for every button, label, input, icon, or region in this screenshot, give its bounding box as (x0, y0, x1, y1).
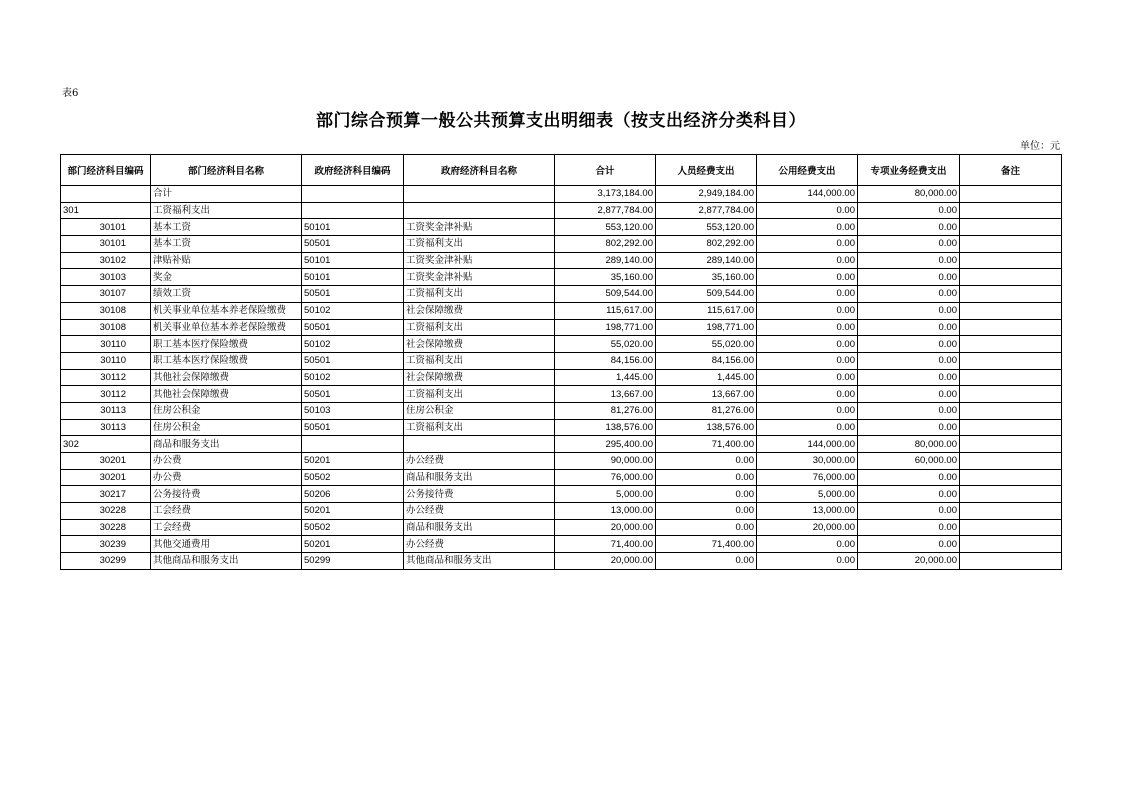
cell-gov-name: 办公经费 (404, 453, 555, 470)
cell-personnel: 115,617.00 (656, 302, 757, 319)
cell-dept-name: 其他交通费用 (151, 536, 302, 553)
cell-total: 553,120.00 (555, 219, 656, 236)
unit-label: 单位：元 (1020, 141, 1060, 152)
cell-dept-code: 30228 (61, 503, 151, 520)
cell-public: 0.00 (757, 202, 858, 219)
table-row (61, 503, 1062, 520)
table-body (61, 186, 1062, 570)
cell-gov-name: 公务接待费 (404, 486, 555, 503)
cell-public: 30,000.00 (757, 453, 858, 470)
cell-special: 0.00 (858, 319, 960, 336)
cell-dept-name: 住房公积金 (151, 419, 302, 436)
cell-gov-code: 50501 (302, 352, 404, 369)
cell-note (960, 336, 1062, 353)
cell-gov-name: 工资福利支出 (404, 419, 555, 436)
col-header-personnel: 人员经费支出 (656, 155, 757, 186)
cell-gov-name: 工资奖金津补贴 (404, 269, 555, 286)
cell-note (960, 553, 1062, 570)
cell-dept-name: 基本工资 (151, 236, 302, 253)
cell-gov-code: 50102 (302, 302, 404, 319)
table-row (61, 469, 1062, 486)
cell-dept-name: 工会经费 (151, 503, 302, 520)
cell-public: 0.00 (757, 236, 858, 253)
col-header-public: 公用经费支出 (757, 155, 858, 186)
cell-note (960, 286, 1062, 303)
cell-gov-name (404, 436, 555, 453)
cell-total: 2,877,784.00 (555, 202, 656, 219)
cell-dept-name: 其他社会保障缴费 (151, 386, 302, 403)
cell-total: 84,156.00 (555, 352, 656, 369)
cell-public: 144,000.00 (757, 436, 858, 453)
table-row (61, 402, 1062, 419)
cell-gov-code: 50101 (302, 269, 404, 286)
cell-gov-code: 50206 (302, 486, 404, 503)
cell-dept-name: 工会经费 (151, 519, 302, 536)
cell-dept-code: 30110 (61, 352, 151, 369)
table-row (61, 252, 1062, 269)
cell-dept-name: 其他商品和服务支出 (151, 553, 302, 570)
cell-personnel: 802,292.00 (656, 236, 757, 253)
cell-personnel: 289,140.00 (656, 252, 757, 269)
cell-gov-name: 工资福利支出 (404, 352, 555, 369)
cell-personnel: 2,877,784.00 (656, 202, 757, 219)
cell-personnel: 0.00 (656, 503, 757, 520)
table-row (61, 536, 1062, 553)
cell-total: 20,000.00 (555, 519, 656, 536)
cell-gov-code: 50201 (302, 536, 404, 553)
cell-public: 0.00 (757, 352, 858, 369)
cell-note (960, 386, 1062, 403)
cell-gov-name: 社会保障缴费 (404, 369, 555, 386)
cell-total: 802,292.00 (555, 236, 656, 253)
cell-total: 76,000.00 (555, 469, 656, 486)
col-header-note: 备注 (960, 155, 1062, 186)
cell-special: 0.00 (858, 236, 960, 253)
cell-personnel: 71,400.00 (656, 536, 757, 553)
cell-note (960, 252, 1062, 269)
table-row (61, 486, 1062, 503)
cell-note (960, 469, 1062, 486)
cell-special: 0.00 (858, 402, 960, 419)
cell-gov-name: 工资福利支出 (404, 386, 555, 403)
cell-dept-name: 津贴补贴 (151, 252, 302, 269)
cell-gov-code: 50501 (302, 286, 404, 303)
expenditure-table (60, 154, 1062, 570)
cell-dept-code: 30239 (61, 536, 151, 553)
cell-note (960, 486, 1062, 503)
cell-gov-name: 工资奖金津补贴 (404, 219, 555, 236)
cell-personnel: 35,160.00 (656, 269, 757, 286)
cell-special: 0.00 (858, 503, 960, 520)
cell-special: 0.00 (858, 536, 960, 553)
cell-public: 0.00 (757, 402, 858, 419)
cell-special: 0.00 (858, 252, 960, 269)
cell-dept-code: 30101 (61, 219, 151, 236)
page-title: 部门综合预算一般公共预算支出明细表（按支出经济分类科目） (316, 111, 806, 131)
cell-gov-code: 50101 (302, 219, 404, 236)
cell-public: 144,000.00 (757, 186, 858, 203)
cell-dept-name: 工资福利支出 (151, 202, 302, 219)
cell-special: 0.00 (858, 286, 960, 303)
cell-special: 80,000.00 (858, 186, 960, 203)
cell-dept-code: 30217 (61, 486, 151, 503)
cell-special: 60,000.00 (858, 453, 960, 470)
cell-personnel: 1,445.00 (656, 369, 757, 386)
cell-gov-name: 工资福利支出 (404, 319, 555, 336)
cell-special: 20,000.00 (858, 553, 960, 570)
cell-public: 76,000.00 (757, 469, 858, 486)
cell-public: 0.00 (757, 219, 858, 236)
table-row (61, 352, 1062, 369)
cell-personnel: 84,156.00 (656, 352, 757, 369)
cell-special: 0.00 (858, 302, 960, 319)
table-row (61, 369, 1062, 386)
cell-note (960, 219, 1062, 236)
cell-dept-code: 30103 (61, 269, 151, 286)
cell-total: 20,000.00 (555, 553, 656, 570)
cell-gov-code: 50502 (302, 519, 404, 536)
cell-dept-code: 30112 (61, 369, 151, 386)
cell-personnel: 2,949,184.00 (656, 186, 757, 203)
cell-note (960, 536, 1062, 553)
cell-total: 55,020.00 (555, 336, 656, 353)
cell-dept-name: 合计 (151, 186, 302, 203)
cell-total: 289,140.00 (555, 252, 656, 269)
cell-total: 295,400.00 (555, 436, 656, 453)
cell-dept-code: 30228 (61, 519, 151, 536)
table-row (61, 286, 1062, 303)
cell-note (960, 269, 1062, 286)
cell-special: 0.00 (858, 219, 960, 236)
cell-special: 0.00 (858, 369, 960, 386)
cell-note (960, 186, 1062, 203)
cell-dept-name: 机关事业单位基本养老保险缴费 (151, 319, 302, 336)
cell-total: 3,173,184.00 (555, 186, 656, 203)
table-row (61, 202, 1062, 219)
cell-personnel: 0.00 (656, 519, 757, 536)
cell-dept-code: 30110 (61, 336, 151, 353)
cell-dept-code: 30108 (61, 302, 151, 319)
cell-public: 0.00 (757, 553, 858, 570)
cell-dept-code: 30101 (61, 236, 151, 253)
cell-personnel: 0.00 (656, 469, 757, 486)
cell-dept-code: 30107 (61, 286, 151, 303)
table-row (61, 419, 1062, 436)
col-header-total: 合计 (555, 155, 656, 186)
cell-gov-name: 商品和服务支出 (404, 519, 555, 536)
cell-gov-name: 办公经费 (404, 503, 555, 520)
cell-total: 5,000.00 (555, 486, 656, 503)
cell-note (960, 503, 1062, 520)
cell-note (960, 202, 1062, 219)
cell-personnel: 81,276.00 (656, 402, 757, 419)
cell-gov-name: 社会保障缴费 (404, 302, 555, 319)
cell-total: 13,667.00 (555, 386, 656, 403)
cell-public: 20,000.00 (757, 519, 858, 536)
cell-public: 5,000.00 (757, 486, 858, 503)
cell-gov-code: 50101 (302, 252, 404, 269)
table-row (61, 519, 1062, 536)
table-header-row (61, 155, 1062, 186)
cell-public: 0.00 (757, 369, 858, 386)
cell-dept-code: 30112 (61, 386, 151, 403)
cell-note (960, 453, 1062, 470)
cell-note (960, 319, 1062, 336)
cell-dept-name: 基本工资 (151, 219, 302, 236)
cell-gov-code: 50102 (302, 336, 404, 353)
cell-note (960, 519, 1062, 536)
cell-gov-code: 50103 (302, 402, 404, 419)
cell-dept-code: 301 (61, 202, 151, 219)
cell-dept-code: 302 (61, 436, 151, 453)
cell-dept-name: 办公费 (151, 469, 302, 486)
cell-total: 509,544.00 (555, 286, 656, 303)
cell-note (960, 302, 1062, 319)
cell-gov-code: 50102 (302, 369, 404, 386)
cell-personnel: 0.00 (656, 486, 757, 503)
cell-dept-code: 30102 (61, 252, 151, 269)
cell-gov-code (302, 202, 404, 219)
cell-total: 71,400.00 (555, 536, 656, 553)
table-row (61, 553, 1062, 570)
cell-note (960, 236, 1062, 253)
cell-special: 0.00 (858, 486, 960, 503)
cell-gov-code: 50502 (302, 469, 404, 486)
cell-note (960, 369, 1062, 386)
cell-personnel: 0.00 (656, 553, 757, 570)
cell-personnel: 71,400.00 (656, 436, 757, 453)
table-row (61, 319, 1062, 336)
cell-dept-name: 奖金 (151, 269, 302, 286)
cell-gov-code: 50201 (302, 503, 404, 520)
cell-gov-name: 办公经费 (404, 536, 555, 553)
cell-personnel: 138,576.00 (656, 419, 757, 436)
cell-gov-name: 工资奖金津补贴 (404, 252, 555, 269)
table-row (61, 336, 1062, 353)
cell-personnel: 55,020.00 (656, 336, 757, 353)
cell-gov-code (302, 186, 404, 203)
col-header-dept-name: 部门经济科目名称 (151, 155, 302, 186)
cell-gov-name (404, 202, 555, 219)
cell-personnel: 198,771.00 (656, 319, 757, 336)
cell-total: 90,000.00 (555, 453, 656, 470)
cell-special: 0.00 (858, 269, 960, 286)
cell-dept-code: 30113 (61, 419, 151, 436)
cell-dept-code: 30299 (61, 553, 151, 570)
cell-public: 0.00 (757, 419, 858, 436)
col-header-special: 专项业务经费支出 (858, 155, 960, 186)
cell-gov-code: 50501 (302, 386, 404, 403)
cell-special: 0.00 (858, 386, 960, 403)
cell-dept-code: 30201 (61, 469, 151, 486)
cell-note (960, 419, 1062, 436)
cell-gov-code: 50501 (302, 419, 404, 436)
cell-dept-code: 30201 (61, 453, 151, 470)
cell-dept-name: 公务接待费 (151, 486, 302, 503)
cell-total: 138,576.00 (555, 419, 656, 436)
cell-special: 0.00 (858, 519, 960, 536)
table-row (61, 219, 1062, 236)
cell-special: 0.00 (858, 469, 960, 486)
cell-dept-code (61, 186, 151, 203)
cell-dept-code: 30108 (61, 319, 151, 336)
col-header-gov-name: 政府经济科目名称 (404, 155, 555, 186)
cell-personnel: 509,544.00 (656, 286, 757, 303)
table-row (61, 269, 1062, 286)
cell-gov-name: 商品和服务支出 (404, 469, 555, 486)
cell-special: 0.00 (858, 336, 960, 353)
cell-note (960, 436, 1062, 453)
cell-dept-name: 商品和服务支出 (151, 436, 302, 453)
table-row (61, 302, 1062, 319)
cell-special: 80,000.00 (858, 436, 960, 453)
cell-dept-code: 30113 (61, 402, 151, 419)
cell-gov-name: 工资福利支出 (404, 286, 555, 303)
table-row (61, 186, 1062, 203)
cell-dept-name: 办公费 (151, 453, 302, 470)
cell-special: 0.00 (858, 202, 960, 219)
cell-dept-name: 职工基本医疗保险缴费 (151, 336, 302, 353)
table-row (61, 386, 1062, 403)
cell-dept-name: 绩效工资 (151, 286, 302, 303)
cell-public: 0.00 (757, 302, 858, 319)
cell-public: 0.00 (757, 536, 858, 553)
cell-public: 13,000.00 (757, 503, 858, 520)
cell-gov-name: 住房公积金 (404, 402, 555, 419)
cell-gov-name: 社会保障缴费 (404, 336, 555, 353)
cell-dept-name: 机关事业单位基本养老保险缴费 (151, 302, 302, 319)
cell-public: 0.00 (757, 286, 858, 303)
table-row (61, 453, 1062, 470)
cell-gov-code: 50201 (302, 453, 404, 470)
cell-total: 81,276.00 (555, 402, 656, 419)
cell-total: 115,617.00 (555, 302, 656, 319)
cell-total: 35,160.00 (555, 269, 656, 286)
cell-gov-name (404, 186, 555, 203)
cell-dept-name: 其他社会保障缴费 (151, 369, 302, 386)
cell-gov-code (302, 436, 404, 453)
cell-public: 0.00 (757, 319, 858, 336)
cell-total: 198,771.00 (555, 319, 656, 336)
cell-public: 0.00 (757, 252, 858, 269)
cell-public: 0.00 (757, 336, 858, 353)
cell-personnel: 13,667.00 (656, 386, 757, 403)
table-number: 表6 (62, 88, 79, 99)
cell-public: 0.00 (757, 386, 858, 403)
col-header-dept-code: 部门经济科目编码 (61, 155, 151, 186)
cell-dept-name: 职工基本医疗保险缴费 (151, 352, 302, 369)
cell-special: 0.00 (858, 352, 960, 369)
cell-dept-name: 住房公积金 (151, 402, 302, 419)
cell-gov-code: 50299 (302, 553, 404, 570)
cell-note (960, 352, 1062, 369)
cell-personnel: 553,120.00 (656, 219, 757, 236)
cell-gov-code: 50501 (302, 236, 404, 253)
cell-gov-name: 其他商品和服务支出 (404, 553, 555, 570)
table-row (61, 236, 1062, 253)
cell-public: 0.00 (757, 269, 858, 286)
cell-personnel: 0.00 (656, 453, 757, 470)
cell-special: 0.00 (858, 419, 960, 436)
cell-gov-code: 50501 (302, 319, 404, 336)
cell-total: 13,000.00 (555, 503, 656, 520)
cell-note (960, 402, 1062, 419)
col-header-gov-code: 政府经济科目编码 (302, 155, 404, 186)
cell-gov-name: 工资福利支出 (404, 236, 555, 253)
table-row (61, 436, 1062, 453)
cell-total: 1,445.00 (555, 369, 656, 386)
